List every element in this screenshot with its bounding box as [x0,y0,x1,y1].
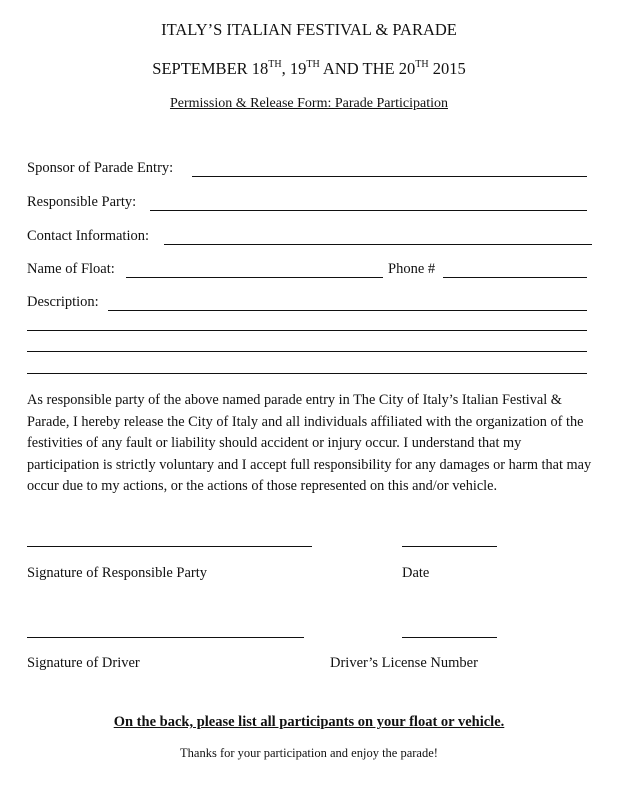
description-field-line-2[interactable] [27,330,587,331]
form-title: ITALY’S ITALIAN FESTIVAL & PARADE [161,20,457,39]
responsible-party-label: Responsible Party: [27,194,137,210]
description-field-line-3[interactable] [27,351,587,352]
description-field-line-1[interactable] [108,310,587,311]
float-name-label: Name of Float: [27,261,115,277]
phone-label: Phone # [388,261,436,277]
back-side-note: On the back, please list all participants on your float or vehicle. [113,714,505,730]
responsible-party-signature-line[interactable] [27,546,312,547]
contact-label: Contact Information: [27,228,150,244]
release-paragraph: As responsible party of the above named parade entry in The City of Italy’s Italian Festival & Parade, I hereby release the City of Italy and all individuals affiliated with the organization of the festivities of any fault or liability should accident or injury occur. I understand that my participation is strictly voluntary and I accept full responsibility for any damages or harm that may occur due to my actions, or the actions of those represented on this and/or vehicle. [27,392,592,495]
float-name-field[interactable] [126,277,383,278]
phone-field[interactable] [443,277,587,278]
license-number-label: Driver’s License Number [330,655,478,671]
driver-signature-label: Signature of Driver [27,655,140,671]
description-label: Description: [27,294,99,310]
description-field-line-4[interactable] [27,373,587,374]
responsible-party-signature-label: Signature of Responsible Party [27,565,208,581]
sponsor-label: Sponsor of Parade Entry: [27,160,174,176]
thanks-note: Thanks for your participation and enjoy the parade! [180,746,438,760]
date-line[interactable] [402,546,497,547]
event-dates: SEPTEMBER 18TH, 19TH AND THE 20TH 2015 [152,59,466,78]
driver-signature-line[interactable] [27,637,304,638]
date-label: Date [402,565,430,581]
form-subtitle: Permission & Release Form: Parade Participation [169,96,448,111]
license-number-line[interactable] [402,637,497,638]
contact-field[interactable] [164,244,592,245]
responsible-party-field[interactable] [150,210,587,211]
sponsor-field[interactable] [192,176,587,177]
